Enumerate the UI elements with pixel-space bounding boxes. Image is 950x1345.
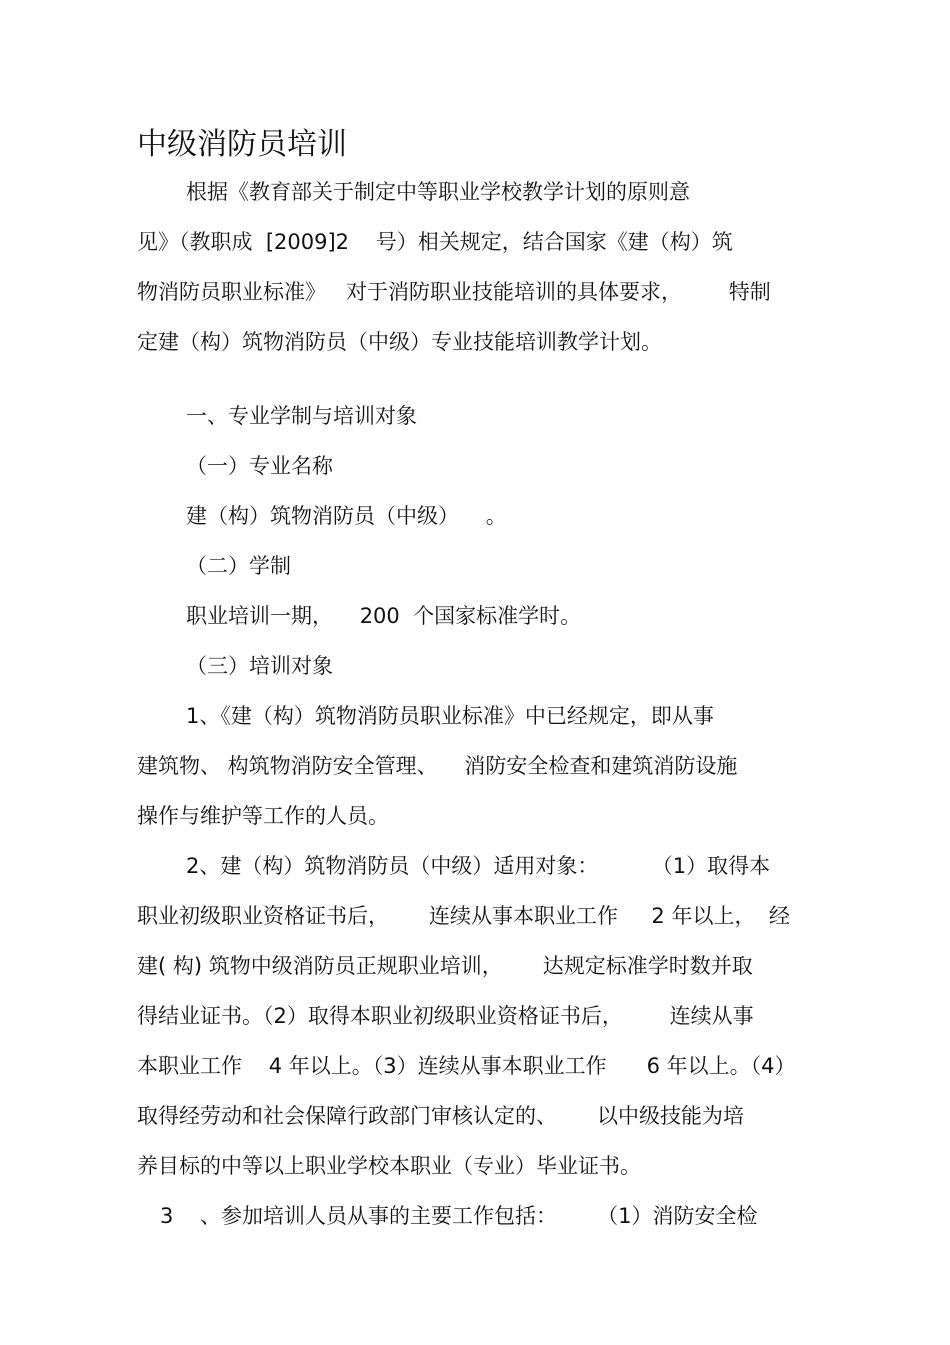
section-heading: 一、专业学制与培训对象: [186, 404, 417, 428]
intro-line-2: 见》（教职成 [2009]2 号）相关规定，结合国家《建（构）筑: [137, 230, 733, 254]
subsection-text-duration: 职业培训一期， 200 个国家标准学时。: [186, 604, 582, 628]
intro-line-4: 定建（构）筑物消防员（中级）专业技能培训教学计划。: [137, 330, 662, 354]
item2-line-1: 2、建（构）筑物消防员（中级）适用对象： （1）取得本: [186, 854, 771, 878]
item3-line-1: 3 、参加培训人员从事的主要工作包括： （1）消防安全检: [160, 1204, 758, 1228]
subsection-heading-duration: （二）学制: [186, 554, 291, 578]
item2-line-5: 本职业工作 4 年以上。（3）连续从事本职业工作 6 年以上。（4）: [137, 1054, 796, 1078]
item2-line-6: 取得经劳动和社会保障行政部门审核认定的、 以中级技能为培: [137, 1104, 745, 1128]
subsection-heading-target: （三）培训对象: [186, 654, 333, 678]
item1-line-3: 操作与维护等工作的人员。: [137, 804, 389, 828]
item2-line-4: 得结业证书。（2）取得本职业初级职业资格证书后， 连续从事: [137, 1004, 754, 1028]
subsection-heading-name: （一）专业名称: [186, 454, 333, 478]
item1-line-2: 建筑物、 构筑物消防安全管理、 消防安全检查和建筑消防设施: [137, 754, 738, 778]
item1-line-1: 1、《建（构）筑物消防员职业标准》中已经规定，即从事: [186, 704, 714, 728]
item2-line-2: 职业初级职业资格证书后， 连续从事本职业工作 2 年以上， 经: [137, 904, 790, 928]
page-title: 中级消防员培训: [137, 127, 347, 162]
intro-line-1: 根据《教育部关于制定中等职业学校教学计划的原则意: [186, 180, 690, 204]
item2-line-7: 养目标的中等以上职业学校本职业（专业）毕业证书。: [137, 1154, 641, 1178]
intro-line-3: 物消防员职业标准》 对于消防职业技能培训的具体要求， 特制: [137, 280, 771, 304]
subsection-text-name: 建（构）筑物消防员（中级） 。: [186, 504, 507, 528]
item2-line-3: 建( 构) 筑物中级消防员正规职业培训， 达规定标准学时数并取: [137, 954, 753, 978]
